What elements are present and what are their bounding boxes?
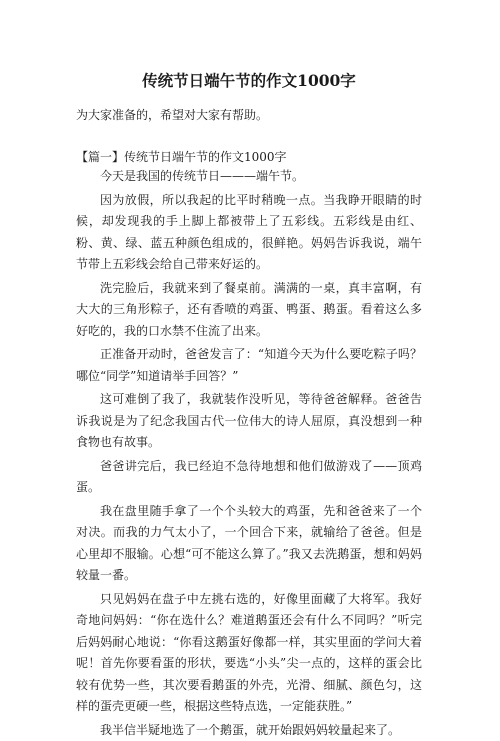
intro-text: 为大家准备的，希望对大家有帮助。	[76, 106, 422, 124]
section-heading: 【篇一】传统节日端午节的作文1000字	[76, 148, 422, 166]
paragraph: 今天是我国的传统节日———端午节。	[76, 166, 422, 188]
paragraph: 洗完脸后，我就来到了餐桌前。满满的一桌，真丰富啊，有大大的三角形粽子，还有香喷的鸡蛋、鸭蛋、鹅蛋。看着这么多好吃的，我的口水禁不住流了出来。	[76, 278, 422, 343]
paragraph: 爸爸讲完后，我已经迫不急待地想和他们做游戏了——顶鸡蛋。	[76, 456, 422, 499]
paragraph: 正准备开动时，爸爸发言了：“知道今天为什么要吃粽子吗？哪位“同学”知道请举手回答？”	[76, 344, 422, 387]
paragraph: 因为放假，所以我起的比平时稍晚一点。当我睁开眼睛的时候，却发现我的手上脚上都被带上了五彩线。五彩线是由红、粉、黄、绿、蓝五种颜色组成的，很鲜艳。妈妈告诉我说，端午节带上五彩线会给自己带来好运的。	[76, 190, 422, 276]
paragraph: 只见妈妈在盘子中左挑右选的，好像里面藏了大将军。我好奇地问妈妈：“你在选什么？难道鹅蛋还会有什么不同吗？”听完后妈妈耐心地说：“你看这鹅蛋好像都一样，其实里面的学问大着呢！首先你要看蛋的形状，要选“小头”尖一点的，这样的蛋会比较有优势一些，其次要看鹅蛋的外壳，光滑、细腻、颜色匀，这样的蛋壳更硬一些，根据这些特点选，一定能获胜。”	[76, 589, 422, 718]
document-title: 传统节日端午节的作文1000字	[76, 0, 422, 98]
paragraph: 这可难倒了我了，我就装作没听见，等待爸爸解释。爸爸告诉我说是为了纪念我国古代一位伟大的诗人屈原，真没想到一种食物也有故事。	[76, 389, 422, 454]
paragraph: 我在盘里随手拿了一个个头较大的鸡蛋，先和爸爸来了一个对决。而我的力气太小了，一个回合下来，就输给了爸爸。但是心里却不服输。心想“可不能这么算了。”我又去洗鹅蛋，想和妈妈较量一番。	[76, 501, 422, 587]
paragraph: 我半信半疑地选了一个鹅蛋，就开始跟妈妈较量起来了。	[76, 720, 422, 741]
